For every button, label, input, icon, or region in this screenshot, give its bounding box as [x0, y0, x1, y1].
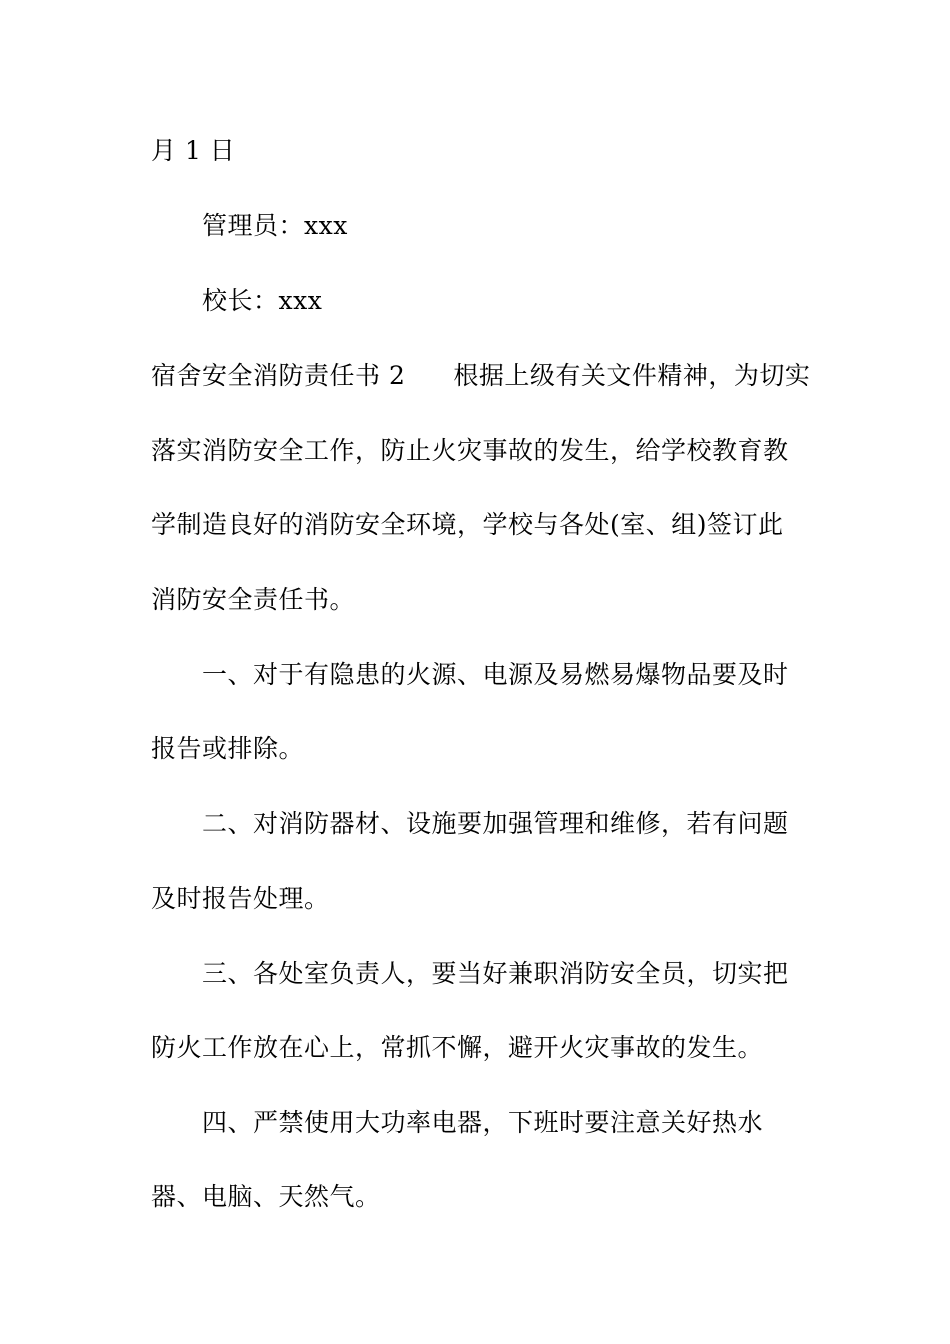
item-4-line-2: 器、电脑、天然气。 — [151, 1182, 381, 1211]
manager-signature: 管理员：xxx — [202, 211, 348, 240]
intro-line-1: 根据上级有关文件精神，为切实 — [453, 361, 811, 390]
item-1-line-2: 报告或排除。 — [151, 734, 305, 763]
item-4-line-1: 四、严禁使用大功率电器，下班时要注意关好热水 — [202, 1108, 764, 1137]
item-2-line-1: 二、对消防器材、设施要加强管理和维修，若有问题 — [202, 809, 789, 838]
item-3-line-1: 三、各处室负责人，要当好兼职消防安全员，切实把 — [202, 959, 789, 988]
principal-signature: 校长：xxx — [202, 286, 323, 315]
date-line: 月 1 日 — [151, 136, 236, 165]
item-2-line-2: 及时报告处理。 — [151, 884, 330, 913]
intro-line-4: 消防安全责任书。 — [151, 585, 356, 614]
item-3-line-2: 防火工作放在心上，常抓不懈，避开火灾事故的发生。 — [151, 1033, 764, 1062]
document-title: 宿舍安全消防责任书 2 — [151, 361, 406, 390]
item-1-line-1: 一、对于有隐患的火源、电源及易燃易爆物品要及时 — [202, 660, 789, 689]
title-and-intro-line — [151, 359, 831, 393]
intro-line-3: 学制造良好的消防安全环境，学校与各处(室、组)签订此 — [151, 510, 784, 539]
intro-line-2: 落实消防安全工作，防止火灾事故的发生，给学校教育教 — [151, 436, 789, 465]
